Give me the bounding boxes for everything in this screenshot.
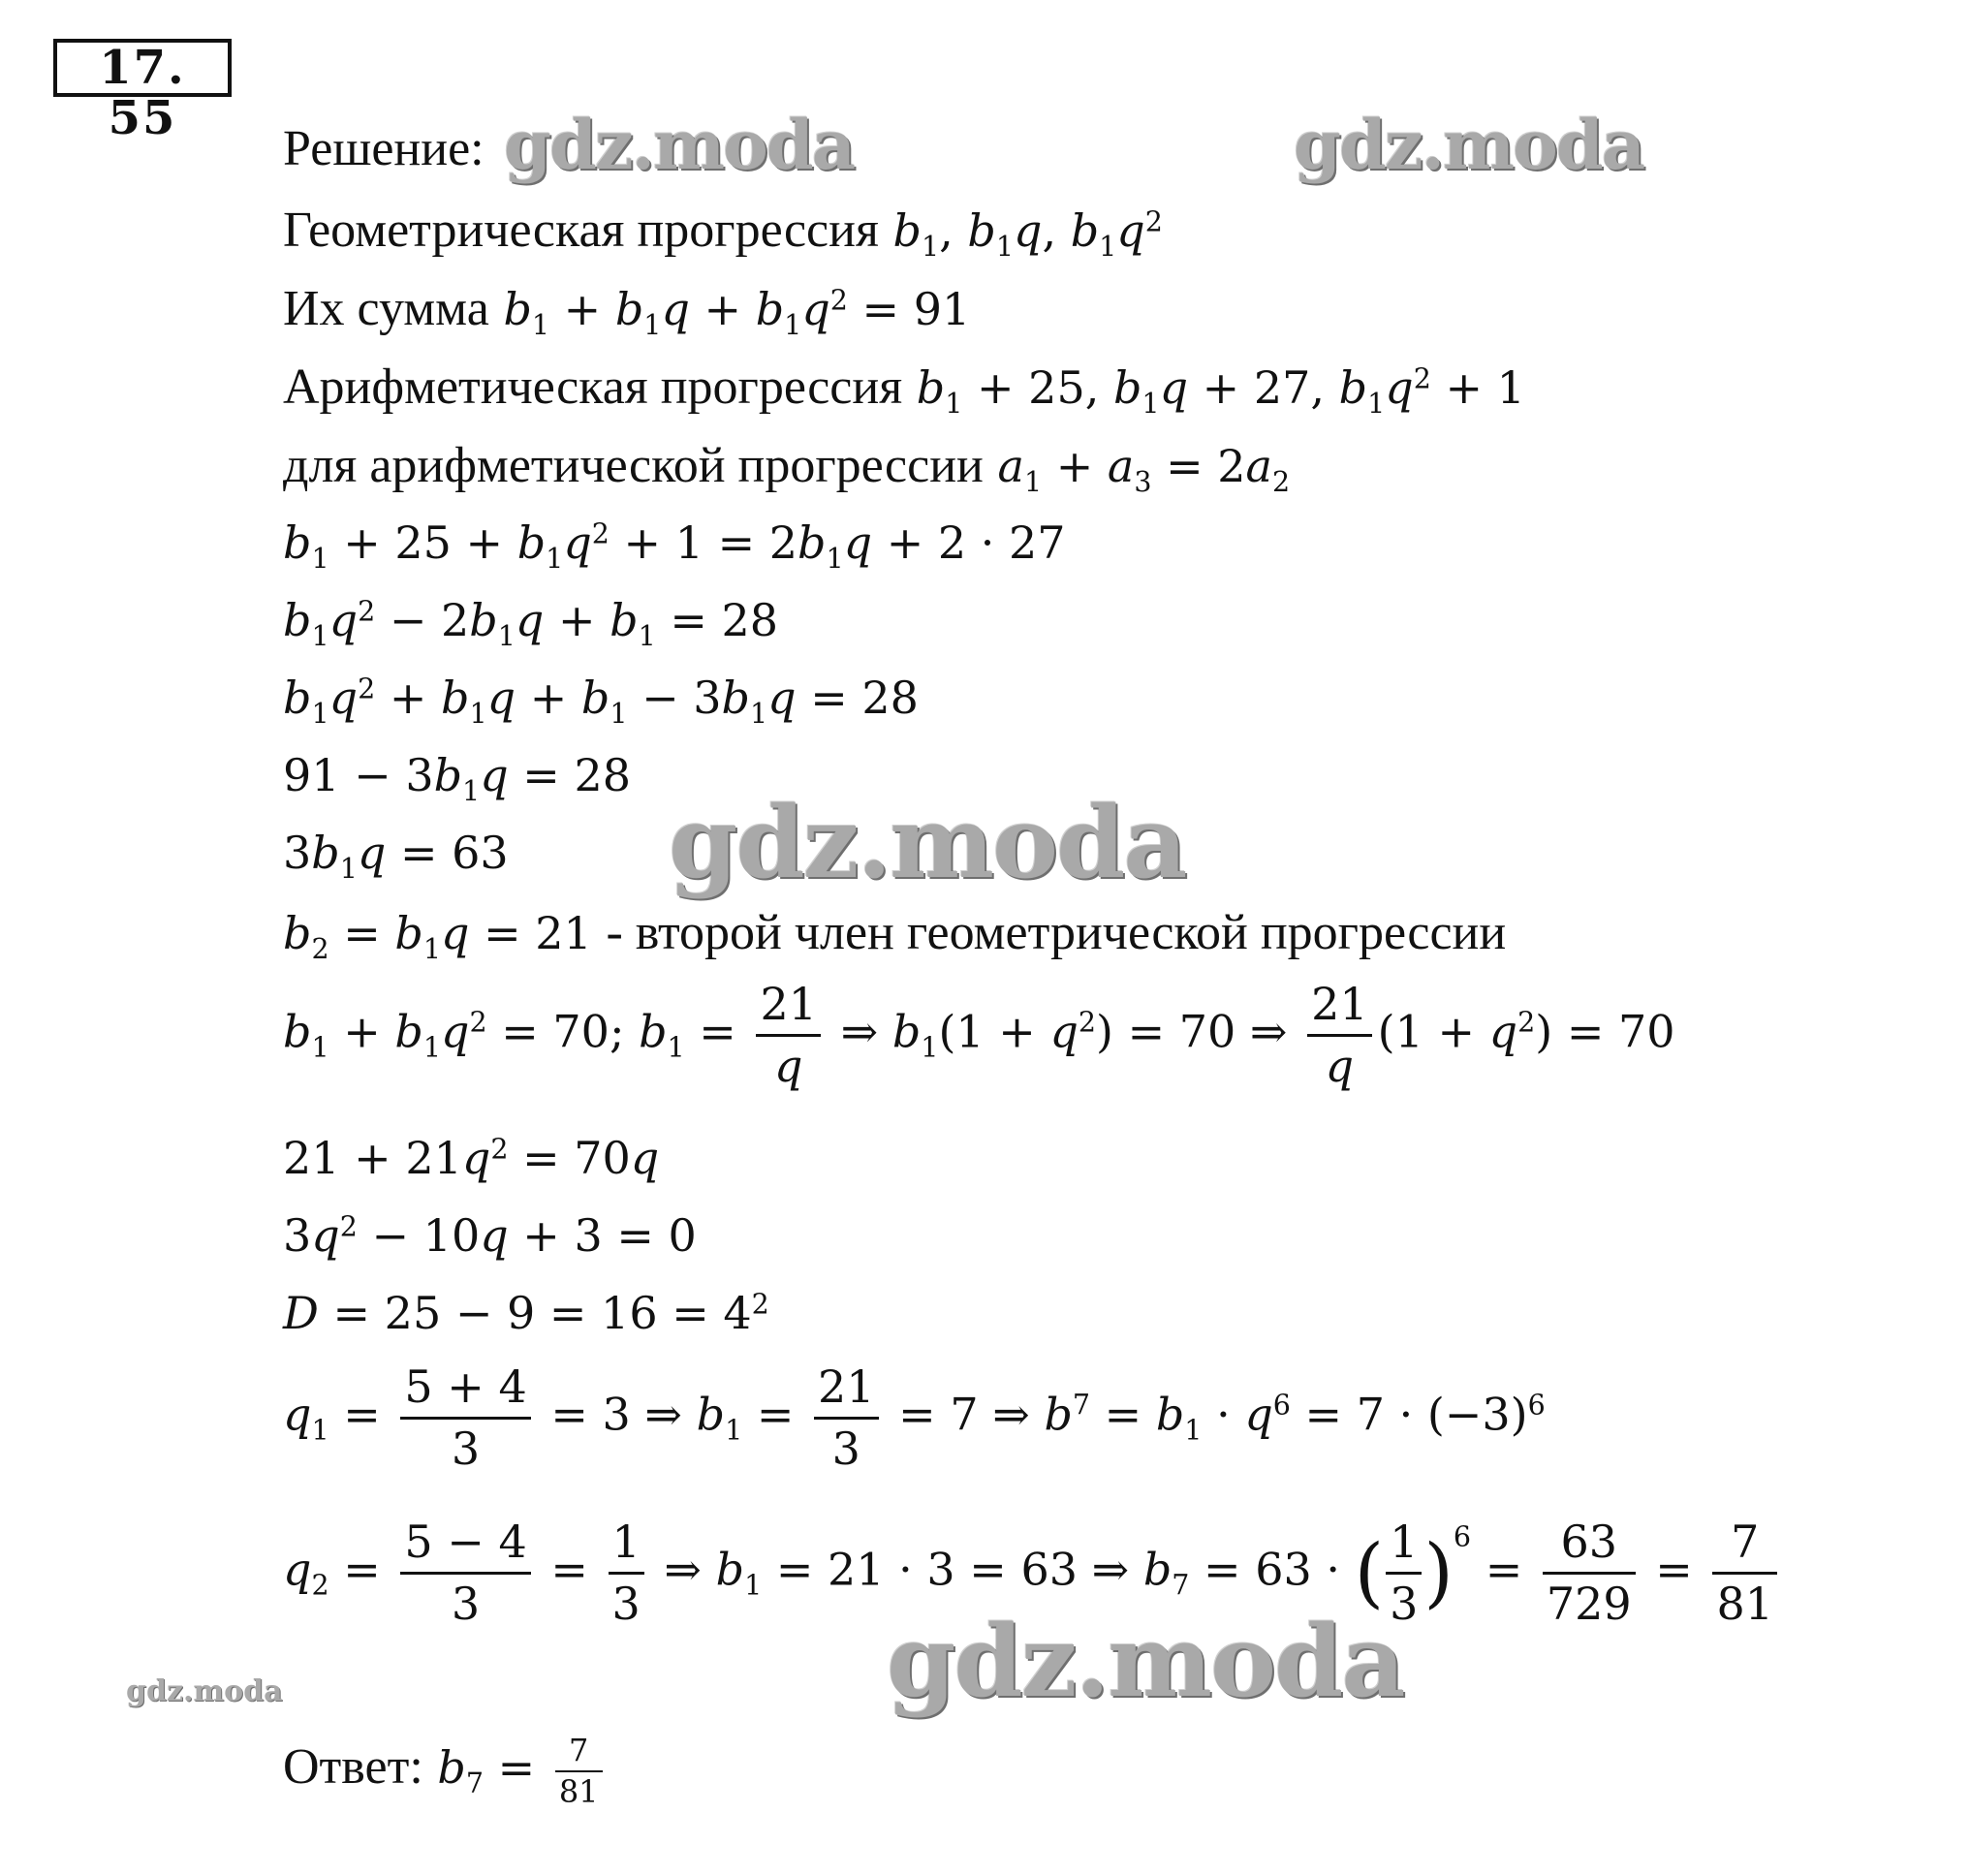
fraction: $\frac{7}{81}$	[1712, 1516, 1777, 1630]
q1-line: $q_1$ = $\frac{5 + 4}{3}$ = 3 ⇒ $b_1$ = $\frac{21}{3}$ = 7 ⇒ $b^7 = b_1 \cdot q^6 = 7 \cdot (-3)^6$	[283, 1360, 1546, 1475]
second-term-line: $b_2 = b_1q = 21$ - второй член геометрической прогрессии	[283, 905, 1507, 965]
watermark-logo: gdz.moda	[1294, 105, 1644, 185]
equation-line-8: $b_1q^2 + b_1q + b_1 - 3b_1q = 28$	[283, 672, 919, 730]
watermark-logo: gdz.moda	[887, 1604, 1404, 1720]
solution-heading: Решение:	[283, 121, 485, 176]
fraction: $\frac{5 + 4}{3}$	[400, 1361, 530, 1475]
equation-line-10: $3b_1q = 63$	[283, 827, 509, 885]
sum-line: Их сумма $b_1 + b_1q + b_1q^2 = 91$	[283, 281, 971, 341]
q2-line: $q_2$ = $\frac{5 - 4}{3}$ = $\frac{1}{3}$ ⇒ $b_1 = 21 \cdot 3 = 63$ ⇒ $b_7 = 63$ · ( $\frac{1}{3}$ )$^6$ = $\frac{63}{729}$ = $\frac{7}{81}$	[283, 1516, 1783, 1630]
discriminant-line: $D = 25 - 9 = 16 = 4^2$	[283, 1287, 769, 1339]
equation-line-13: $21 + 21q^2 = 70q$	[283, 1132, 660, 1184]
arithmetic-property-line: для арифметической прогрессии $a_1 + a_3 = 2a_2$	[283, 438, 1291, 498]
equation-line-7: $b_1q^2 - 2b_1q + b_1 = 28$	[283, 594, 779, 652]
answer-fraction: $\frac{7}{81}$	[555, 1733, 603, 1810]
fraction: $\frac{63}{729}$	[1543, 1516, 1636, 1630]
fraction: $\frac{21}{q}$	[1307, 979, 1372, 1092]
equation-line-6: $b_1 + 25 + b_1q^2 + 1 = 2b_1q + 2 \cdot 27$	[283, 516, 1066, 575]
arithmetic-progression-line: Арифметическая прогрессия $b_1 + 25$, $b_1q + 27$, $b_1q^2 + 1$	[283, 360, 1525, 420]
fraction: $\frac{1}{3}$	[609, 1516, 644, 1630]
fraction: $\frac{21}{q}$	[756, 979, 821, 1092]
equation-line-9: $91 - 3b_1q = 28$	[283, 749, 631, 807]
equation-line-12: $b_1 + b_1q^2 = 70$; $b_1$ = $\frac{21}{q}$ ⇒ $b_1(1 + q^2) = 70$ ⇒ $\frac{21}{q}$ $(1 + q^2) = 70$	[283, 978, 1675, 1092]
fraction: $\frac{21}{3}$	[814, 1361, 879, 1475]
watermark-logo: gdz.moda	[126, 1674, 283, 1708]
equation-line-14: $3q^2 - 10q + 3 = 0$	[283, 1209, 697, 1262]
fraction: $\frac{5 - 4}{3}$	[400, 1516, 530, 1630]
watermark-logo: gdz.moda	[504, 105, 855, 185]
fraction: $\frac{1}{3}$	[1386, 1516, 1422, 1630]
geometric-progression-line: Геометрическая прогрессия $b_1$, $b_1q$, $b_1q^2$	[283, 203, 1163, 263]
problem-number: 17. 55	[53, 39, 232, 97]
answer-line: Ответ: $b_7$ = $\frac{7}{81}$	[283, 1733, 609, 1810]
watermark-logo: gdz.moda	[669, 785, 1186, 901]
